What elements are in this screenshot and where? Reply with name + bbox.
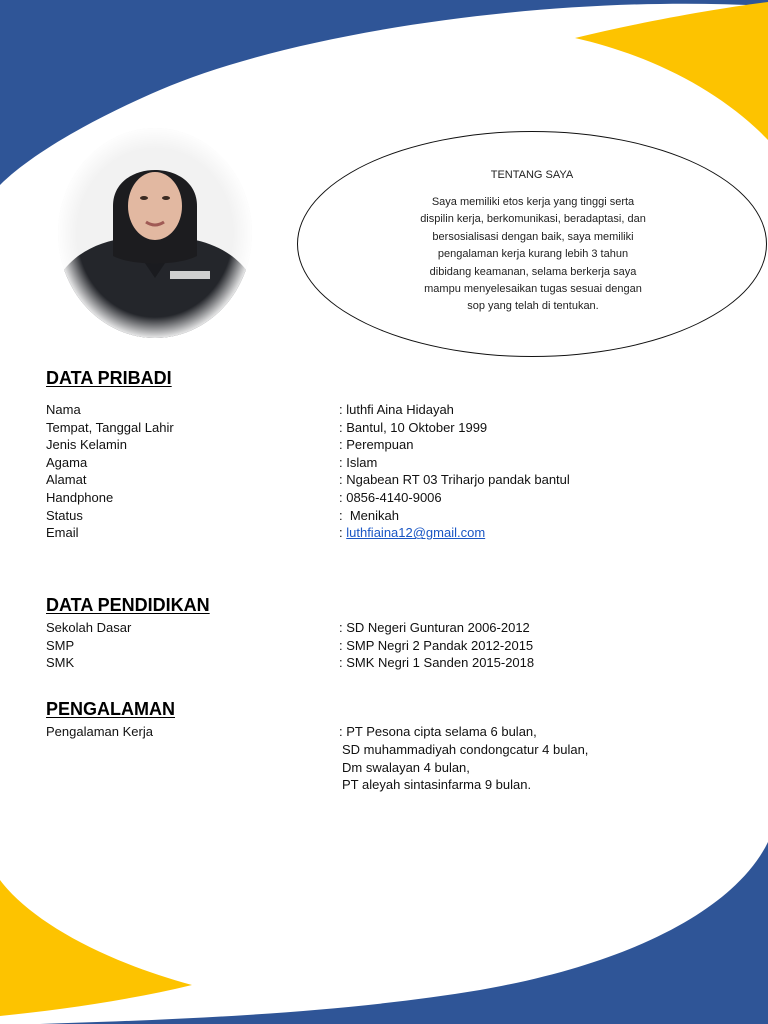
experience-more [342,741,588,794]
education-section-title: DATA PENDIDIKAN [46,595,210,615]
bottom-blue-wave [40,842,768,1024]
email-prefix: : [339,525,347,541]
experience-line: Dm swalayan 4 bulan, [342,759,470,775]
row-label: Pengalaman Kerja [46,724,153,739]
about-box [297,131,767,357]
about-line: bersosialisasi dengan baik, saya memiliki [432,230,634,243]
portrait-photo-icon [58,128,252,338]
row-value: : SMP Negri 2 Pandak 2012-2015 [339,637,534,653]
about-line: Saya memiliki etos kerja yang tinggi serta [431,196,635,208]
personal-row-religion [46,454,746,472]
row-label: Agama [46,454,88,470]
row-value: : 0856-4140-9006 [339,489,442,505]
about-line: pengalaman kerja kurang lebih 3 tahun [437,248,629,261]
about-text [368,194,698,316]
row-label: Sekolah Dasar [46,620,132,635]
row-label: Alamat [46,472,87,488]
row-value: : SD Negeri Gunturan 2006-2012 [339,620,530,635]
row-value: : SMK Negri 1 Sanden 2015-2018 [339,655,535,671]
about-line: sop yang telah di tentukan. [467,300,599,313]
personal-row-gender [46,436,746,454]
personal-row-address [46,471,746,489]
row-label: SMK [46,655,75,671]
experience-section-title: PENGALAMAN [46,699,175,719]
top-yellow-wave [575,2,768,140]
row-value: : Ngabean RT 03 Triharjo pandak bantul [339,472,570,488]
row-label: Nama [46,402,81,417]
row-label: Jenis Kelamin [46,437,127,453]
row-value [339,524,485,542]
education-row [46,619,746,637]
about-title: TENTANG SAYA [490,169,574,181]
experience-list [46,723,746,793]
row-label: Status [46,507,83,523]
about-line: dibidang keamanan, selama berkerja saya [429,265,637,278]
row-label: Tempat, Tanggal Lahir [46,419,174,435]
row-value: : Bantul, 10 Oktober 1999 [339,419,488,435]
row-value: : luthfi Aina Hidayah [339,402,454,417]
row-label: Email [46,525,79,541]
profile-photo [58,128,252,338]
row-label: SMP [46,637,75,653]
education-row [46,637,746,655]
personal-data-list [46,401,746,542]
row-value: : Menikah [339,507,399,523]
personal-row-status [46,507,746,525]
row-value: : PT Pesona cipta selama 6 bulan, [339,724,537,739]
about-line: mampu menyelesaikan tugas sesuai dengan [424,283,642,296]
experience-line: SD muhammadiyah condongcatur 4 bulan, [342,742,589,757]
row-label: Handphone [46,489,114,505]
about-line: dispilin kerja, berkomunikasi, beradaptasi, dan [420,213,646,226]
personal-row-birth [46,419,746,437]
personal-row-email [46,524,746,542]
email-link[interactable]: luthfiaina12@gmail.com [346,525,486,541]
row-value: : Perempuan [339,437,414,453]
experience-line: PT aleyah sintasinfarma 9 bulan. [342,777,532,793]
row-value: : Islam [339,454,378,470]
experience-row [46,723,746,741]
personal-row-phone [46,489,746,507]
personal-row-name [46,401,746,419]
personal-section-title: DATA PRIBADI [46,368,172,388]
education-row [46,654,746,672]
education-list [46,619,746,672]
bottom-yellow-wave [0,880,192,1016]
